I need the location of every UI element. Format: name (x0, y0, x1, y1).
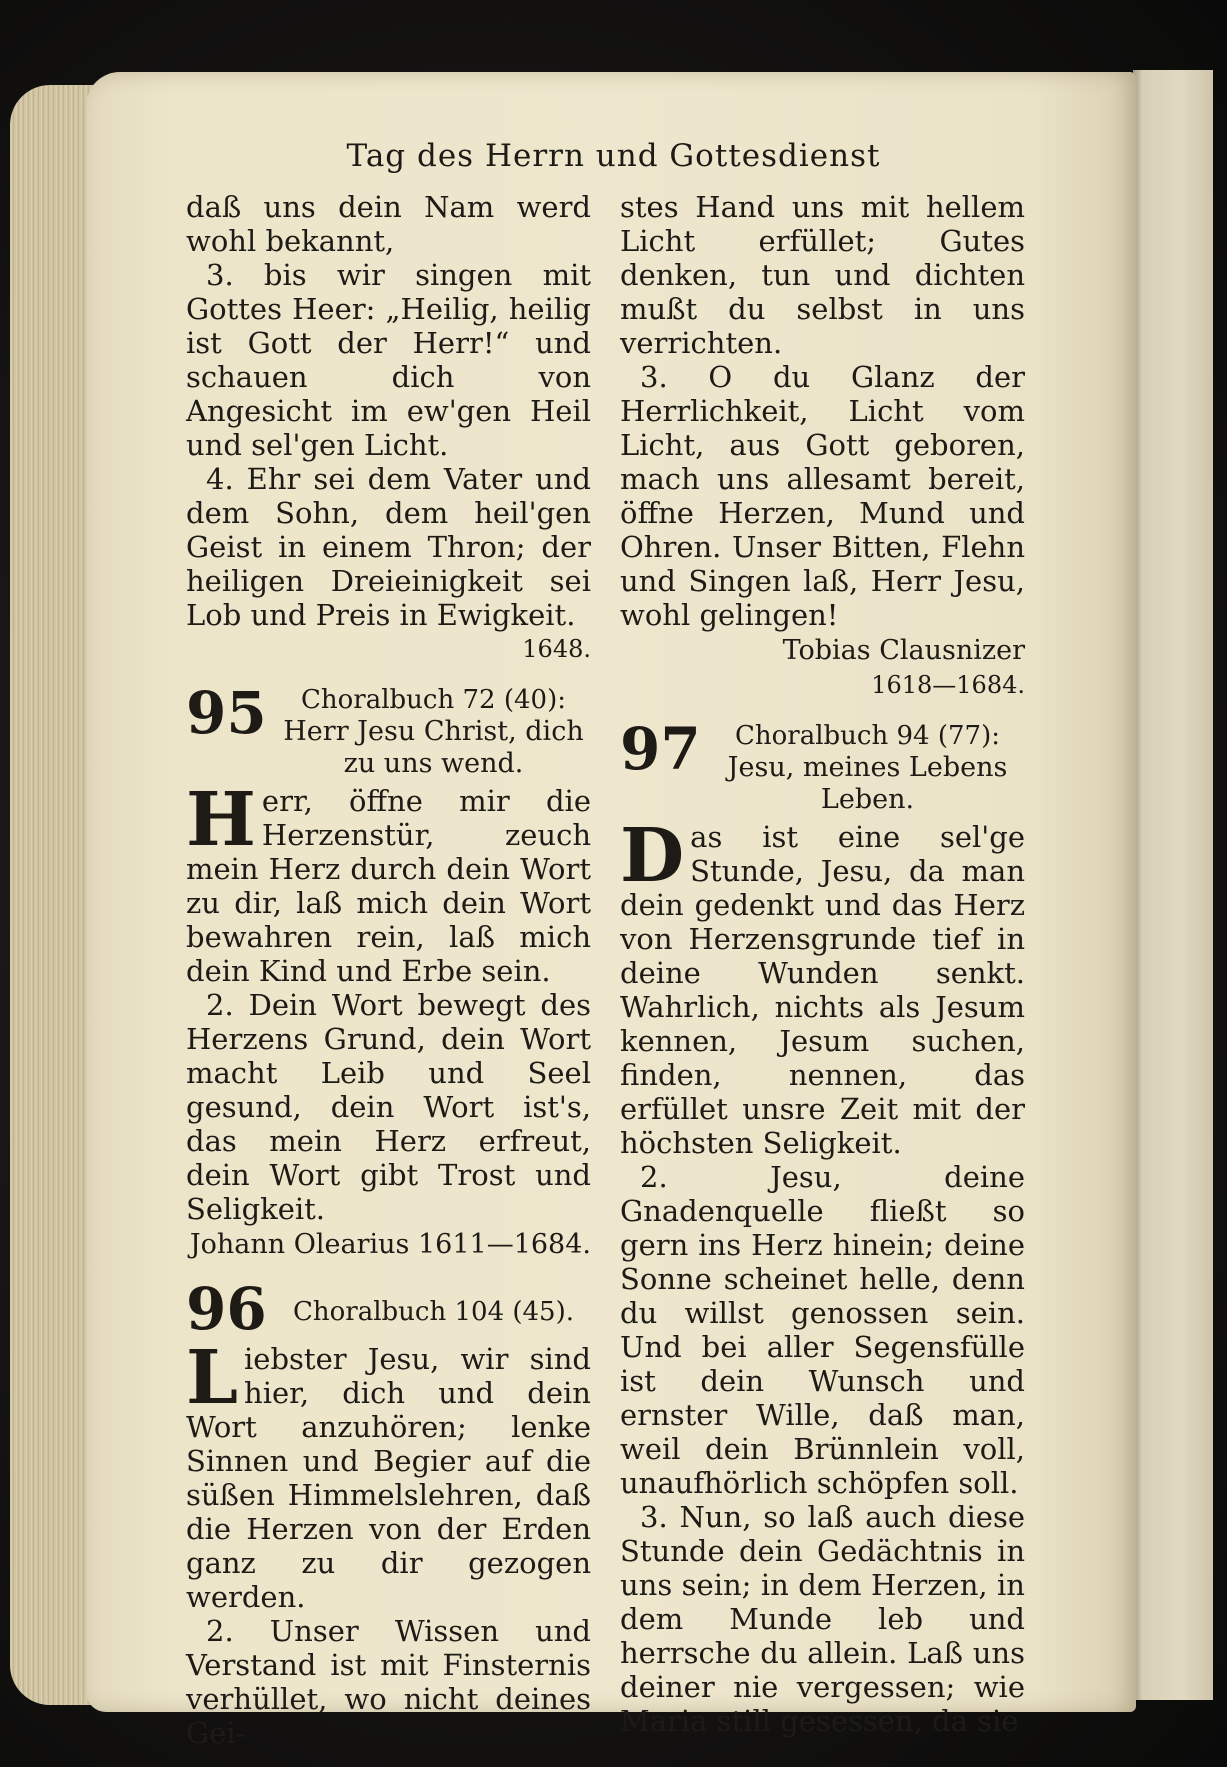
tune-name: Jesu, meines Lebens Leben. (727, 752, 1008, 815)
verse: 4. Ehr sei dem Vater und dem Sohn, dem heil'gen Geist in einem Thron; der heiligen Dreieinigkeit sei Lob und Preis in Ewigkeit. (186, 462, 591, 632)
hymn-header-95 (186, 679, 591, 780)
hymn-number: 95 (186, 679, 267, 747)
verse-text: err, öffne mir die Herzenstür, zeuch mein Herz durch dein Wort zu dir, laß mich dein Wort bewahren rein, laß mich dein Kind und Erbe sein. (186, 784, 591, 988)
hymn-number: 96 (186, 1275, 267, 1343)
verse: 3. O du Glanz der Herrlichkeit, Licht vom Licht, aus Gott geboren, mach uns allesamt bereit, öffne Herzen, Mund und Ohren. Unser Bitten, Flehn und Singen laß, Herr Jesu, wohl gelingen! (620, 360, 1025, 632)
verse: 2. Jesu, deine Gnadenquelle fließt so gern ins Herz hinein; deine Sonne scheinet helle, denn du willst genossen sein. Und bei aller Segensfülle ist dein Wunsch und ernster Wille, daß man, weil dein Brünnlein voll, unaufhörlich schöpfen soll. (620, 1160, 1025, 1500)
left-column (186, 190, 591, 1750)
choralbuch-ref: Choralbuch 72 (40): (301, 685, 566, 715)
continued-text: stes Hand uns mit hellem Licht erfüllet; Gutes denken, tun und dichten mußt du selbst in uns verrichten. (620, 190, 1025, 360)
hymn-author: Tobias Clausnizer (782, 635, 1025, 666)
hymn-meta (710, 720, 1025, 816)
next-page-edge (1133, 70, 1213, 1700)
verse-text: as ist eine sel'ge Stunde, Jesu, da man dein gedenkt und das Herz von Herzensgrunde tief in deine Wunden senkt. Wahrlich, nichts als Jesum kennen, Jesum suchen, finden, nennen, das erfüllet unsre Zeit mit der höchsten Seligkeit. (620, 820, 1025, 1160)
hymn-meta (276, 1280, 591, 1328)
choralbuch-ref: Choralbuch 94 (77): (735, 721, 1000, 751)
choralbuch-ref: Choralbuch 104 (45). (292, 1297, 575, 1327)
hymn-header-97 (620, 715, 1025, 816)
verse (186, 1335, 591, 1614)
drop-cap: D (620, 813, 685, 899)
verse (620, 813, 1025, 1160)
verse: 3. Nun, so laß auch diese Stunde dein Gedächtnis in uns sein; in dem Herzen, in dem Munde leb und herrsche du allein. Laß uns deiner nie vergessen; wie Maria still gesessen, da sie (620, 1500, 1025, 1738)
hymn-author: Johann Olearius 1611—1684. (189, 1229, 591, 1260)
hymn-number: 97 (620, 715, 701, 783)
verse: 3. bis wir singen mit Gottes Heer: „Heilig, heilig ist Gott der Herr!“ und schauen dich von Angesicht im ew'gen Heil und sel'gen Licht. (186, 258, 591, 462)
running-head: Tag des Herrn und Gottesdienst (346, 138, 881, 174)
verse: 2. Unser Wissen und Verstand ist mit Finsternis verhüllet, wo nicht deines Gei- (186, 1614, 591, 1750)
drop-cap: L (186, 1335, 239, 1421)
verse: 2. Dein Wort bewegt des Herzens Grund, dein Wort macht Leib und Seel gesund, dein Wort ist's, das mein Herz erfreut, dein Wort gibt Trost und Seligkeit. (186, 988, 591, 1226)
verse-text: iebster Jesu, wir sind hier, dich und dein Wort anzuhören; lenke Sinnen und Begier auf die süßen Himmelslehren, daß die Herzen von der Erden ganz zu dir gezogen werden. (186, 1342, 591, 1614)
verse (186, 777, 591, 988)
tune-name: Herr Jesu Christ, dich zu uns wend. (283, 716, 584, 779)
author-years: 1618—1684. (871, 671, 1025, 699)
right-column (620, 190, 1025, 1738)
hymn-year: 1648. (522, 635, 591, 663)
drop-cap: H (186, 777, 256, 863)
hymn-header-96 (186, 1275, 591, 1343)
continued-text: daß uns dein Nam werd wohl bekannt, (186, 190, 591, 258)
hymn-meta (276, 684, 591, 780)
